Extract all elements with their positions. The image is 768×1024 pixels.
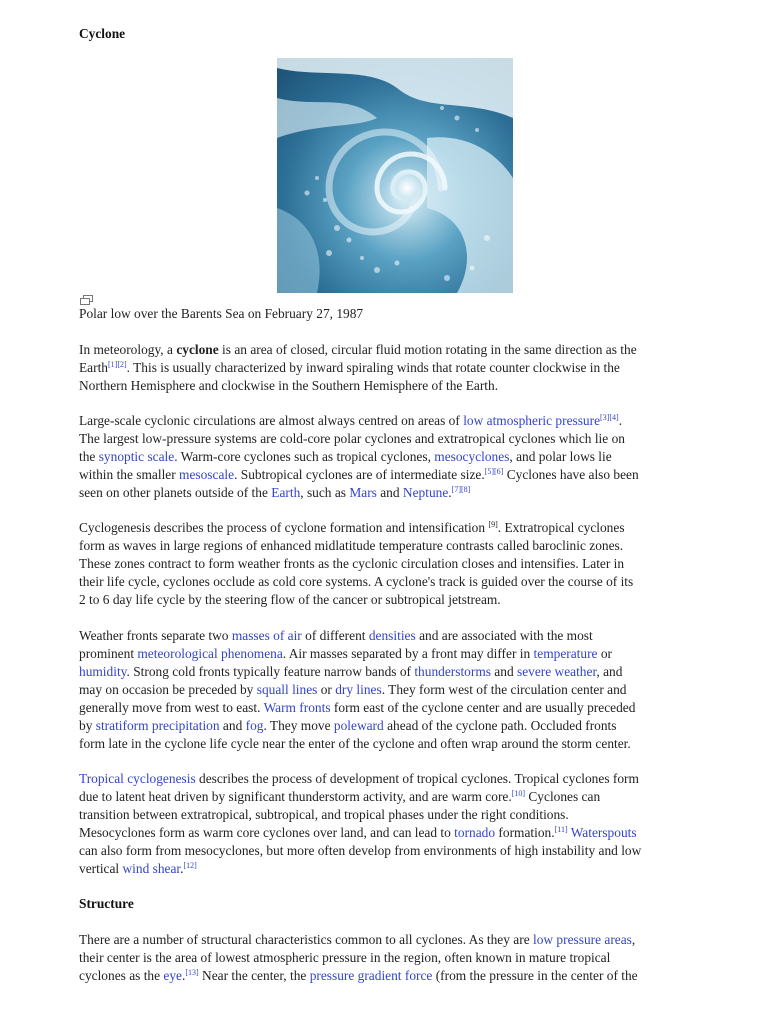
text-run: or (597, 646, 613, 661)
text-line (79, 359, 715, 377)
citation-link[interactable]: [10] (511, 789, 526, 798)
wiki-link[interactable]: tornado (454, 825, 496, 840)
text-line (79, 735, 715, 753)
text-run: seen on other planets outside of the (79, 485, 272, 500)
wiki-link[interactable]: low atmospheric pressure (463, 413, 601, 428)
paragraph-cyclogenesis (79, 519, 715, 609)
text-run: prominent (79, 646, 138, 661)
citation-link[interactable]: [3][4] (600, 413, 619, 422)
text-run: (from the pressure in the center of the (432, 968, 638, 983)
text-run: due to latent heat driven by significant thunderstorm activity, and are warm core. (79, 789, 512, 804)
text-run: Mesocyclones form as warm core cyclones over land, and can lead to (79, 825, 455, 840)
text-run: , (631, 932, 636, 947)
text-run: can also form from mesocyclones, but more often develop from environments of high instability and low (79, 843, 642, 858)
text-run: cyclones as the (79, 968, 164, 983)
reference-marker (555, 825, 568, 834)
text-run: Near the center, the (198, 968, 310, 983)
expand-icon[interactable] (80, 292, 94, 302)
text-run: Large-scale cyclonic circulations are almost always centred on areas of (79, 413, 464, 428)
text-run: In meteorology, a (79, 342, 177, 357)
wiki-link[interactable]: pressure gradient force (309, 968, 433, 983)
text-run: , and polar lows lie (509, 449, 612, 464)
reference-marker: [9] (488, 520, 498, 529)
text-run: . This is usually characterized by inward spiraling winds that rotate counter clockwise in the (126, 360, 620, 375)
citation-link[interactable]: [11] (554, 825, 568, 834)
text-run: is an area of closed, circular fluid motion rotating in the same direction as the (218, 342, 637, 357)
text-run: the (79, 449, 99, 464)
text-line (79, 824, 715, 842)
text-run: Earth (79, 360, 108, 375)
text-run: . (180, 861, 184, 876)
text-line (79, 537, 715, 555)
text-run: . They form west of the circulation center and (381, 682, 627, 697)
page-title: Cyclone (79, 26, 126, 41)
paragraph-weather-fronts (79, 627, 715, 753)
text-line (79, 645, 715, 663)
text-run: Cyclones have also been (503, 467, 639, 482)
text-run: formation. (495, 825, 555, 840)
paragraph-structure (79, 931, 715, 985)
reference-marker (185, 968, 198, 977)
text-run: form east of the cyclone center and are usually preceded (330, 700, 636, 715)
text-line (79, 967, 715, 985)
text-line (79, 770, 715, 788)
reference-marker (108, 360, 127, 369)
wiki-link[interactable]: mesoscale (179, 467, 235, 482)
text-run: by (79, 718, 96, 733)
polar-low-satellite-image (277, 58, 513, 293)
citation-link[interactable]: [1][2] (108, 360, 127, 369)
text-line (79, 627, 715, 645)
text-run: may on occasion be preceded by (79, 682, 257, 697)
text-run: ahead of the cyclone path. Occluded fronts (383, 718, 617, 733)
text-run: . Air masses separated by a front may differ in (282, 646, 534, 661)
text-run: . Warm-core cyclones such as tropical cyclones, (174, 449, 435, 464)
text-run: . They move (263, 718, 334, 733)
text-line (79, 412, 715, 430)
text-line (79, 484, 715, 502)
reference-marker (452, 485, 471, 494)
wiki-link[interactable]: dry lines (335, 682, 382, 697)
text-line (79, 681, 715, 699)
text-run: . (182, 968, 186, 983)
wiki-link[interactable]: temperature (533, 646, 598, 661)
wiki-link[interactable]: synoptic scale (98, 449, 175, 464)
citation-link[interactable]: [7][8] (451, 485, 471, 494)
satellite-photo-graphic (277, 58, 513, 293)
text-run: 2 to 6 day life cycle by the steering flow of the cancer or subtropical jetstream. (79, 592, 501, 607)
text-run: There are a number of structural characteristics common to all cyclones. As they are (79, 932, 533, 947)
text-run: and are associated with the most (415, 628, 593, 643)
text-line (79, 573, 715, 591)
image-caption: Polar low over the Barents Sea on February 27, 1987 (79, 306, 364, 321)
wiki-link[interactable]: Tropical cyclogenesis (79, 771, 196, 786)
wiki-link[interactable]: thunderstorms (414, 664, 491, 679)
text-run: generally move from west to east. (79, 700, 264, 715)
wiki-link[interactable]: mesocyclones (434, 449, 510, 464)
reference-marker (184, 861, 197, 870)
text-run: These zones contract to form weather fronts as the cyclonic circulation closes and intensifies. Later in (79, 556, 625, 571)
wiki-link[interactable]: squall lines (256, 682, 318, 697)
text-run: Cyclones can (525, 789, 601, 804)
text-run: , and (596, 664, 623, 679)
citation-link[interactable]: [5][6] (484, 467, 504, 476)
bold-term: cyclone (176, 342, 219, 357)
wiki-link[interactable]: severe weather (516, 664, 597, 679)
wiki-link[interactable]: low pressure areas (532, 932, 632, 947)
text-line (79, 931, 715, 949)
text-line (79, 341, 715, 359)
text-line (79, 860, 715, 878)
section-heading-structure: Structure (79, 896, 134, 911)
text-line (79, 377, 715, 395)
text-run: their center is the area of lowest atmospheric pressure in the region, often known in mature tropical (79, 950, 611, 965)
paragraph-tropical-cyclogenesis (79, 770, 715, 878)
text-run: Weather fronts separate two (79, 628, 232, 643)
text-line (79, 788, 715, 806)
text-run: of different (301, 628, 369, 643)
text-run: describes the process of development of tropical cyclones. Tropical cyclones form (195, 771, 639, 786)
text-line (79, 519, 715, 537)
wiki-link[interactable]: poleward (333, 718, 384, 733)
text-run: Northern Hemisphere and clockwise in the Southern Hemisphere of the Earth. (79, 378, 499, 393)
text-run: . (618, 413, 623, 428)
wiki-link[interactable]: eye (163, 968, 182, 983)
text-run: form late in the cyclone life cycle near the enter of the cyclone and often wrap around the storm center. (79, 736, 631, 751)
wiki-link[interactable]: meteorological phenomena (137, 646, 283, 661)
wiki-link[interactable]: densities (368, 628, 416, 643)
reference-marker (600, 413, 619, 422)
text-run: within the smaller (79, 467, 180, 482)
text-line (79, 591, 715, 609)
text-run: and (490, 664, 517, 679)
wiki-link[interactable]: Mars (349, 485, 377, 500)
text-run: Cyclogenesis describes the process of cyclone formation and intensification (79, 520, 489, 535)
text-line (79, 717, 715, 735)
text-run: transition between extratropical, subtropical, and tropical phases under the right conditions. (79, 807, 569, 822)
text-run: , such as (300, 485, 350, 500)
wiki-link[interactable]: Earth (271, 485, 301, 500)
text-run: . Subtropical cyclones are of intermediate size. (234, 467, 485, 482)
text-run: and (376, 485, 403, 500)
text-line (79, 448, 715, 466)
text-run: form as waves in large regions of enhanced midlatitude temperature contrasts called baroclinic zones. (79, 538, 624, 553)
text-run: . Extratropical cyclones (497, 520, 625, 535)
text-line (79, 842, 715, 860)
wiki-link[interactable]: Neptune (402, 485, 449, 500)
text-run: vertical (79, 861, 123, 876)
wiki-link[interactable]: stratiform precipitation (95, 718, 220, 733)
text-line (79, 949, 715, 967)
text-run: . (448, 485, 452, 500)
wiki-link[interactable]: Waterspouts (570, 825, 637, 840)
text-line (79, 555, 715, 573)
reference-marker (512, 789, 525, 798)
citation-link[interactable]: [13] (185, 968, 199, 977)
text-line (79, 663, 715, 681)
wiki-link[interactable]: wind shear (122, 861, 181, 876)
wiki-link[interactable]: Warm fronts (263, 700, 331, 715)
wiki-link[interactable]: masses of air (231, 628, 302, 643)
text-run: The largest low-pressure systems are cold-core polar cyclones and extratropical cyclones which lie on (79, 431, 625, 446)
text-run: or (317, 682, 336, 697)
wiki-link[interactable]: fog (245, 718, 264, 733)
text-run: . Strong cold fronts typically feature narrow bands of (126, 664, 415, 679)
paragraph-definition (79, 341, 715, 395)
text-line (79, 430, 715, 448)
wiki-link[interactable]: humidity (79, 664, 127, 679)
reference-marker (485, 467, 504, 476)
citation-link[interactable]: [12] (183, 861, 197, 870)
text-run: and (219, 718, 246, 733)
text-line (79, 699, 715, 717)
text-run: their life cycle, cyclones occlude as cold core systems. A cyclone's track is guided over the course of its (79, 574, 634, 589)
paragraph-scale (79, 412, 715, 502)
text-line (79, 466, 715, 484)
text-line (79, 806, 715, 824)
